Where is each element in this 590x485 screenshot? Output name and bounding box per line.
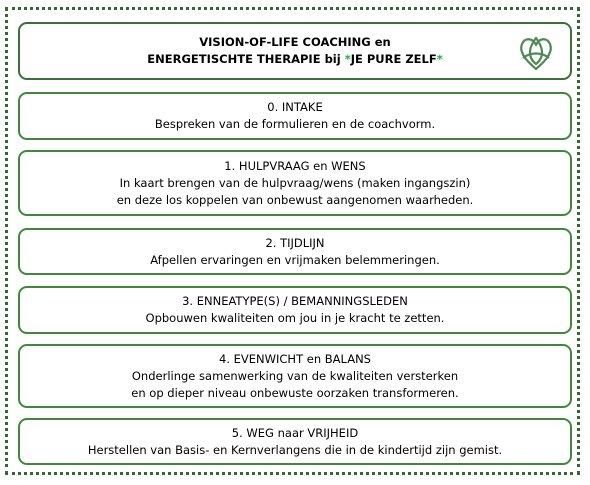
brand-name: JE PURE ZELF	[350, 52, 437, 66]
header-box	[18, 22, 572, 80]
step-title: 0. INTAKE	[267, 100, 323, 114]
step-box-5	[18, 418, 572, 465]
step-text: en op dieper niveau onbewuste oorzaken transformeren.	[131, 385, 459, 400]
step-box-0	[18, 92, 572, 140]
step-text: Bespreken van de formulieren en de coachvorm.	[154, 117, 436, 131]
step-box-3	[18, 286, 572, 334]
step-text: Herstellen van Basis- en Kernverlangens die in de kindertijd zijn gemist.	[87, 442, 503, 457]
step-text: en deze los koppelen van onbewust aangenomen waarheden.	[116, 192, 474, 207]
step-text: Onderlinge samenwerking van de kwaliteiten versterken	[131, 368, 459, 383]
step-box-4	[18, 344, 572, 408]
celtic-heart-knot-icon	[516, 33, 556, 73]
star-left: *	[344, 52, 351, 66]
step-title: 1. HULPVRAAG en WENS	[224, 158, 366, 173]
step-text: Opbouwen kwaliteiten om jou in je kracht te zetten.	[145, 311, 445, 325]
step-title: 2. TIJDLIJN	[265, 235, 325, 250]
step-box-1	[18, 150, 572, 216]
header-line-2-prefix: ENERGETISCHTE THERAPIE bij	[147, 52, 345, 66]
step-text: Afpellen ervaringen en vrijmaken belemmeringen.	[150, 252, 440, 267]
step-title: 5. WEG naar VRIJHEID	[231, 425, 359, 440]
header-line-2	[147, 51, 442, 68]
header-line-1: VISION-OF-LIFE COACHING en	[199, 35, 391, 49]
star-right: *	[436, 52, 443, 66]
step-title: 3. ENNEATYPE(S) / BEMANNINGSLEDEN	[182, 294, 408, 308]
step-text: In kaart brengen van de hulpvraag/wens (maken ingangszin)	[119, 175, 471, 190]
step-box-2	[18, 228, 572, 275]
step-title: 4. EVENWICHT en BALANS	[219, 351, 371, 366]
